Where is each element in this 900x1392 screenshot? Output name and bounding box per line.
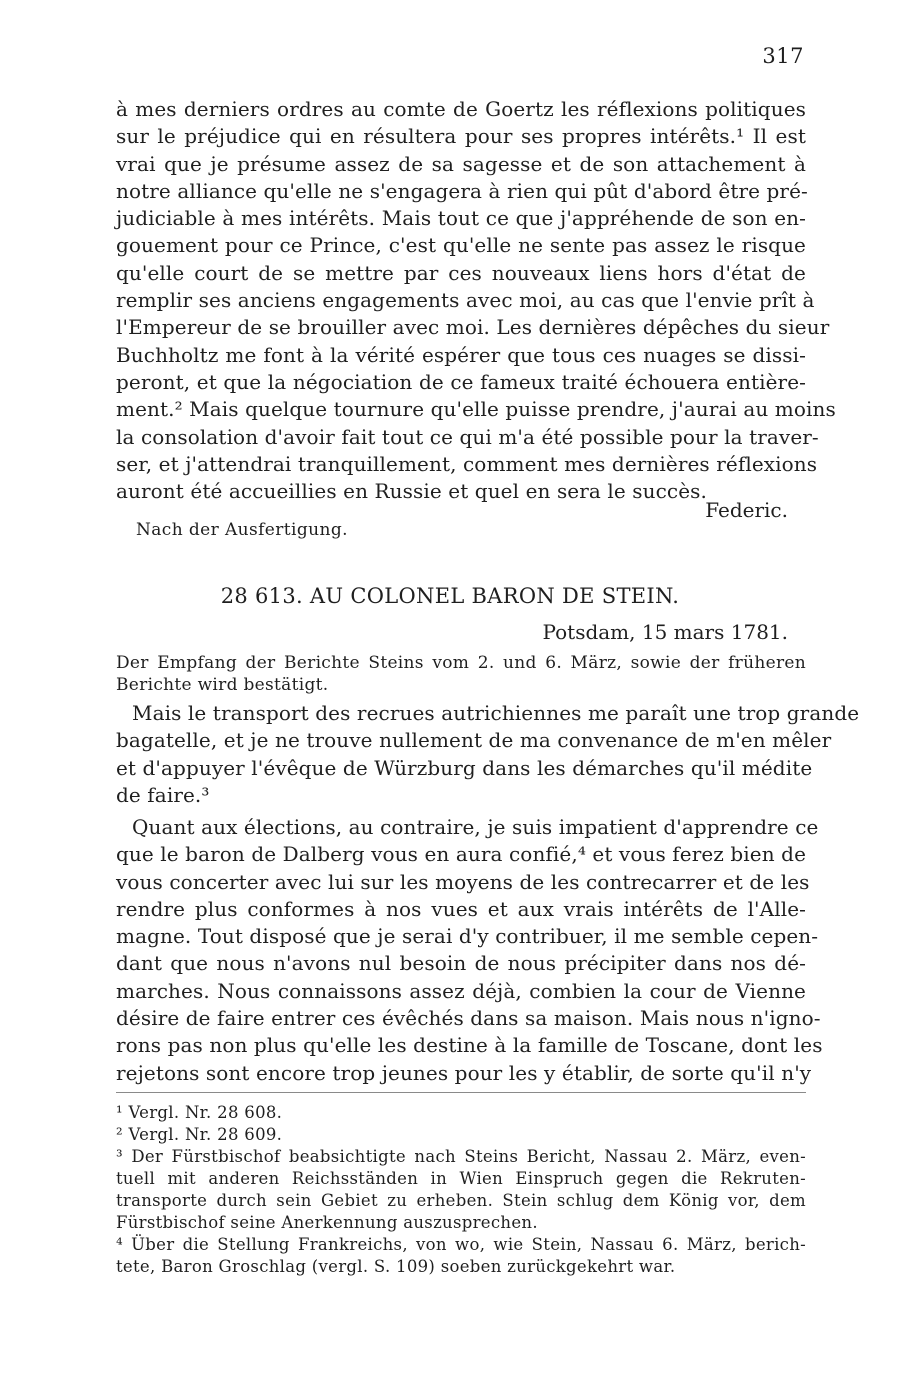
footnotes [116,1102,806,1278]
summary-line: Berichte wird bestätigt. [116,675,329,695]
text-line: vrai que je présume assez de sa sagesse et de son attachement à [116,151,806,176]
footnote-line: tete, Baron Groschlag (vergl. S. 109) soeben zurückgekehrt war. [116,1257,676,1276]
editorial-summary [116,652,806,696]
text-line: remplir ses anciens engagements avec moi, au cas que l'envie prît à [116,288,815,313]
text-line: Quant aux élections, au contraire, je suis impatient d'apprendre ce [132,815,819,839]
text-line: ser, et j'attendrai tranquillement, comment mes dernières réflexions [116,451,818,476]
footnote-line: ³ Der Fürstbischof beabsichtigte nach Steins Bericht, Nassau 2. März, even- [116,1147,806,1166]
source-note: Nach der Ausfertigung. [136,520,348,540]
text-line: rons pas non plus qu'elle les destine à la famille de Toscane, dont les [116,1033,823,1058]
text-line: Buchholtz me font à la vérité espérer que tous ces nuages se dissi- [116,342,806,367]
footnote-line: ² Vergl. Nr. 28 609. [116,1125,283,1144]
text-line: marches. Nous connaissons assez déjà, combien la cour de Vienne [116,978,806,1003]
text-line: sur le préjudice qui en résultera pour ses propres intérêts.¹ Il est [116,124,806,149]
text-line: qu'elle court de se mettre par ces nouveaux liens hors d'état de [116,260,806,285]
summary-line: Der Empfang der Berichte Steins vom 2. und 6. März, sowie der früheren [116,653,806,673]
text-line: rejetons sont encore trop jeunes pour les y établir, de sorte qu'il n'y [116,1060,812,1085]
footnote-divider [116,1092,806,1093]
footnote-line: ⁴ Über die Stellung Frankreichs, von wo, wie Stein, Nassau 6. März, berich- [116,1235,806,1254]
footnote-line: ¹ Vergl. Nr. 28 608. [116,1103,283,1122]
text-line: désire de faire entrer ces évêchés dans sa maison. Mais nous n'igno- [116,1006,821,1031]
text-line: peront, et que la négociation de ce fameux traité échouera entière- [116,369,806,394]
text-line: rendre plus conformes à nos vues et aux vrais intérêts de l'Alle- [116,896,806,921]
text-line: l'Empereur de se brouiller avec moi. Les dernières dépêches du sieur [116,315,830,340]
text-line: bagatelle, et je ne trouve nullement de ma convenance de m'en mêler [116,728,832,753]
footnote-line: Fürstbischof seine Anerkennung auszusprechen. [116,1213,538,1232]
text-line: gouement pour ce Prince, c'est qu'elle ne sente pas assez le risque [116,233,806,258]
text-line: notre alliance qu'elle ne s'engagera à rien qui pût d'abord être pré- [116,178,808,203]
text-line: Mais le transport des recrues autrichiennes me paraît une trop grande [132,701,860,725]
text-line: vous concerter avec lui sur les moyens de les contrecarrer et de les [116,869,810,894]
text-line: magne. Tout disposé que je serai d'y contribuer, il me semble cepen- [116,924,819,949]
letter-heading: 28 613. AU COLONEL BARON DE STEIN. [220,584,680,608]
text-line: et d'appuyer l'évêque de Würzburg dans les démarches qu'il médite [116,755,813,780]
text-line: la consolation d'avoir fait tout ce qui m'a été possible pour la traver- [116,424,819,449]
footnote-line: transporte durch sein Gebiet zu erheben. Stein schlug dem König vor, dem [116,1191,806,1210]
place-date: Potsdam, 15 mars 1781. [542,620,788,644]
footnote-line: tuell mit anderen Reichsständen in Wien Einspruch gegen die Rekruten- [116,1169,806,1188]
text-line: judiciable à mes intérêts. Mais tout ce que j'appréhende de son en- [116,206,806,231]
letter-continuation [116,96,836,505]
paragraph-2 [116,814,823,1087]
paragraph-1 [116,700,860,809]
text-line: à mes derniers ordres au comte de Goertz les réflexions politiques [116,97,806,121]
text-line: auront été accueillies en Russie et quel en sera le succès. [116,479,707,504]
text-line: ment.² Mais quelque tournure qu'elle puisse prendre, j'aurai au moins [116,397,836,422]
text-line: dant que nous n'avons nul besoin de nous précipiter dans nos dé- [116,951,806,976]
text-line: de faire.³ [116,782,210,807]
page-number: 317 [762,44,804,68]
signature: Federic. [705,498,788,522]
text-line: que le baron de Dalberg vous en aura confié,⁴ et vous ferez bien de [116,842,807,867]
